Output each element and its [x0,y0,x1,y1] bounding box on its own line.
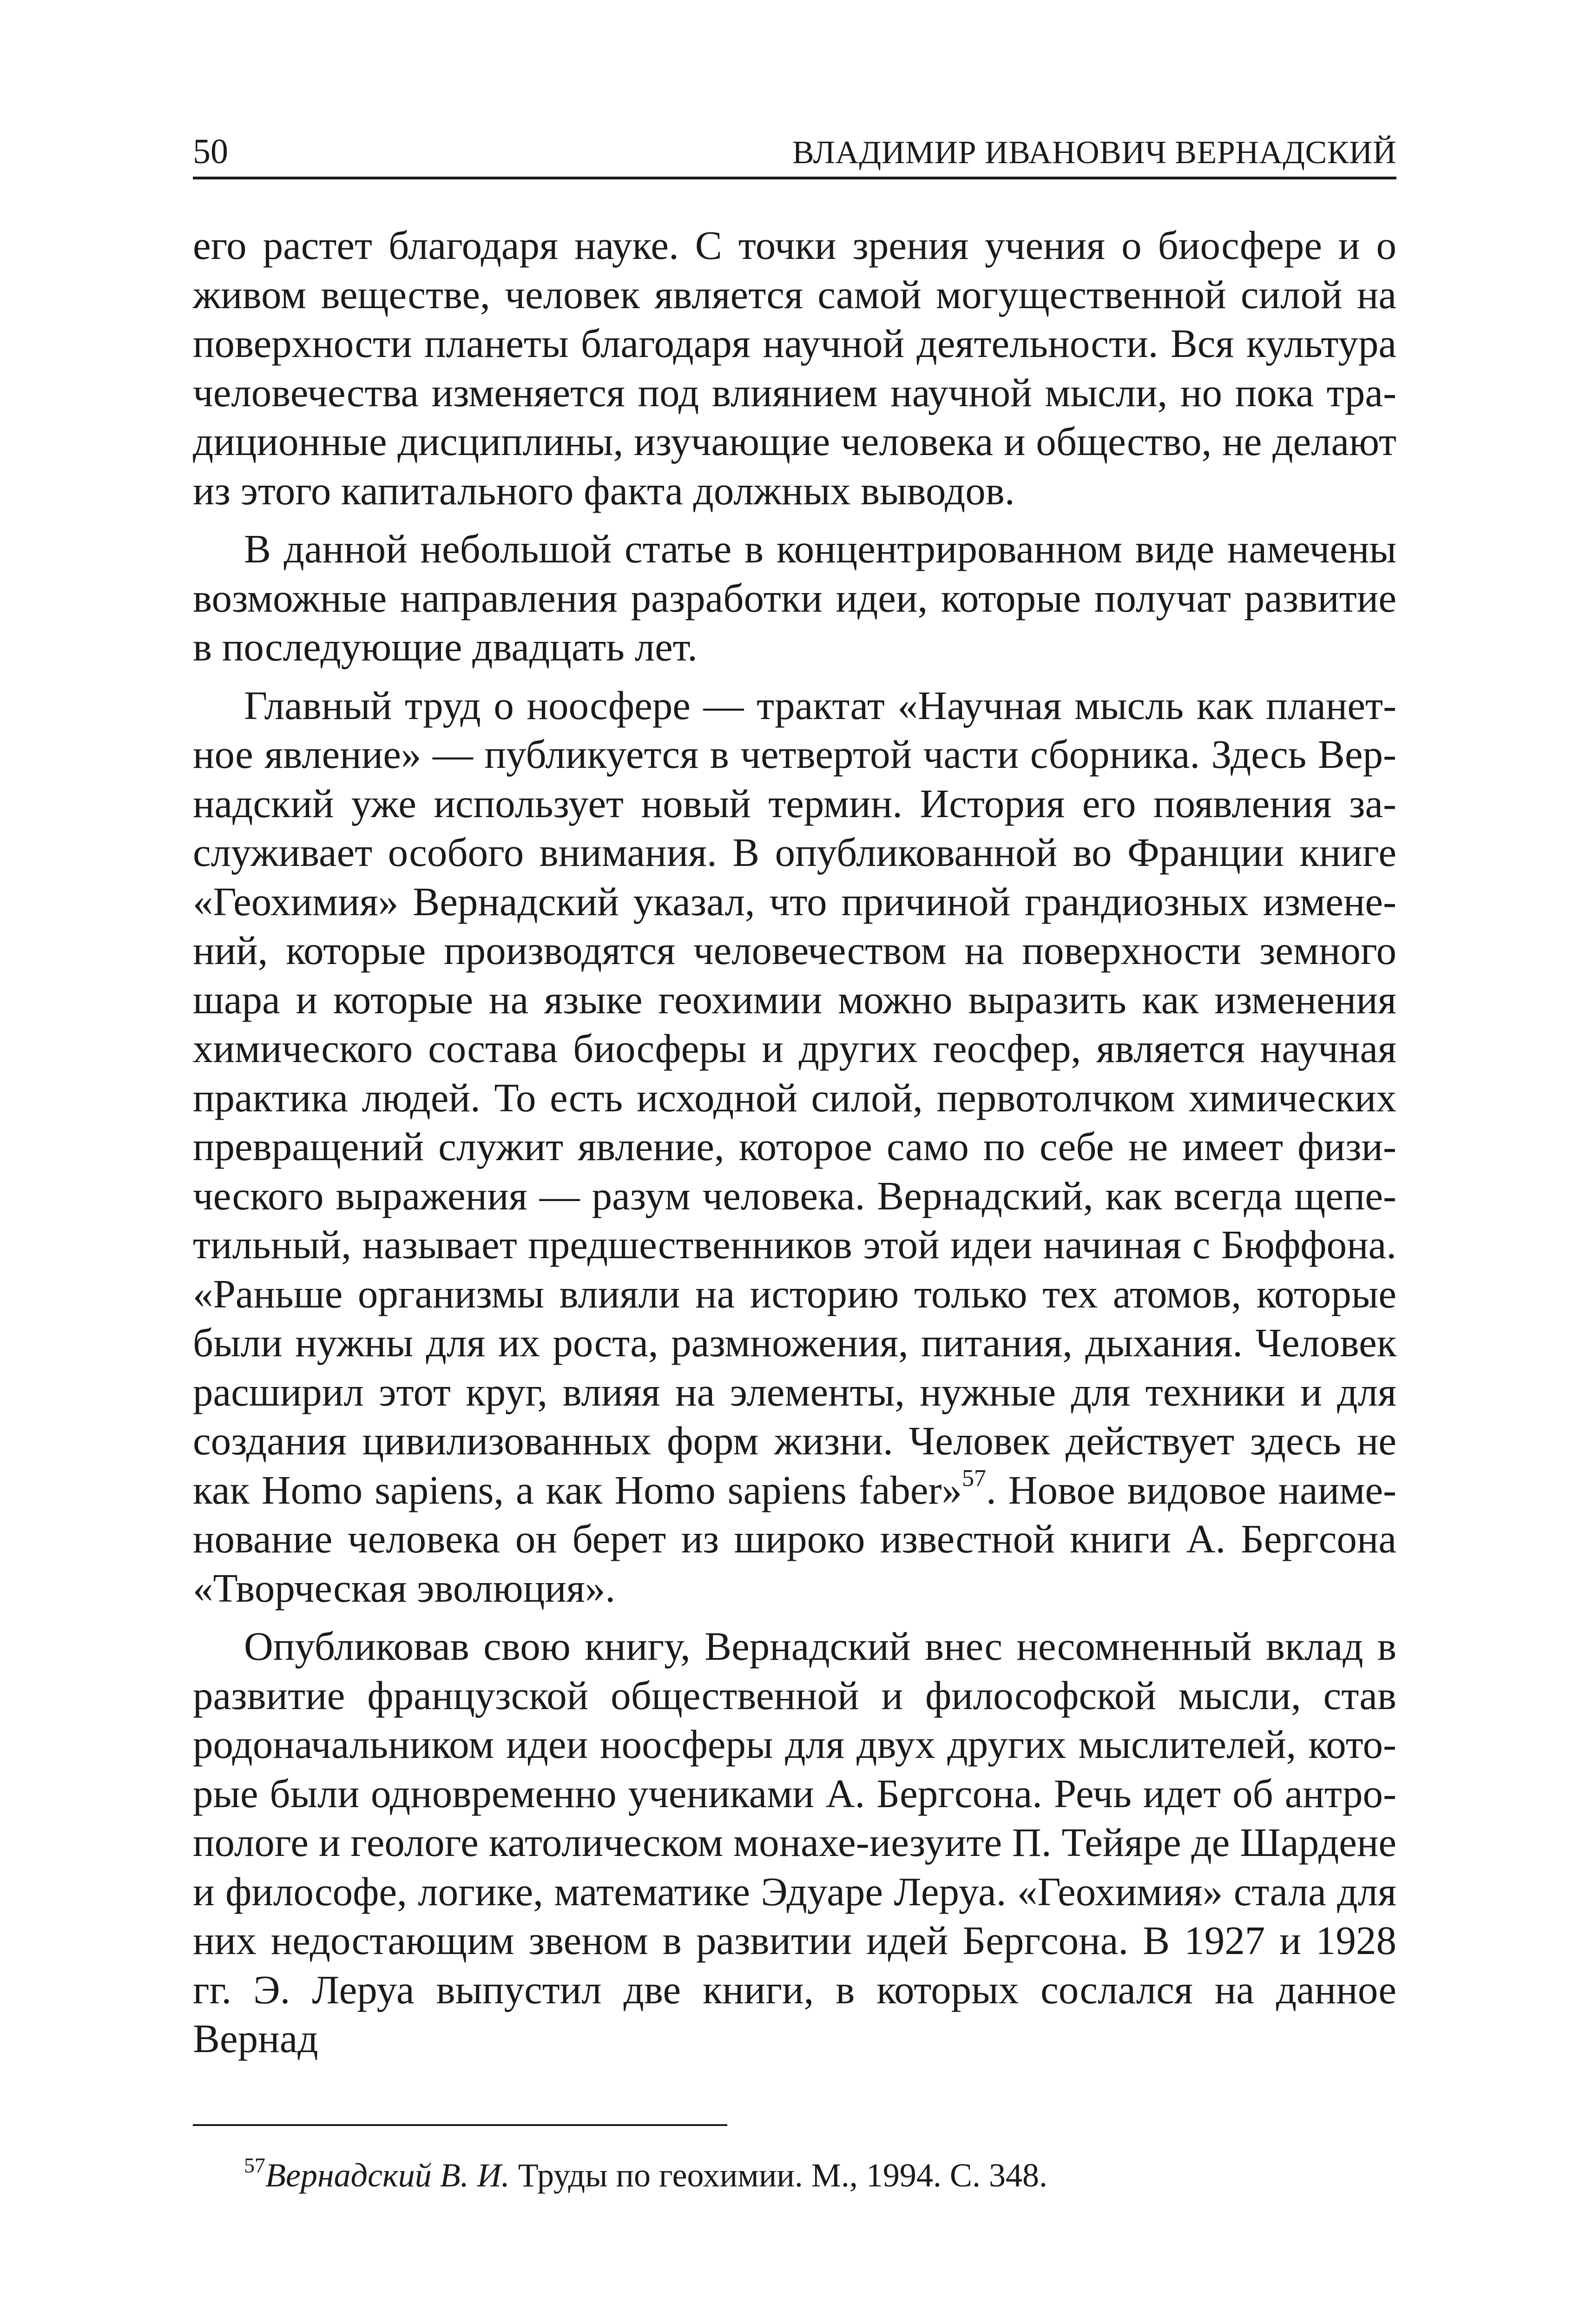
paragraph-3-text-before: Главный труд о ноосфере — трактат «Научная мысль как планетное явление» — публикуется в четвертой части сборника. Здесь Вернадский уже использует новый термин. История его появления заслуживает особого внимания. В опубликованной во Франции книге «Геохимия» Вернадский указал, что причиной грандиозных изменений, которые производятся человечеством на поверхности земного шара и которые на языке геохимии можно выразить как изменения химического состава биосферы и других геосфер, является научная практика людей. То есть исходной силой, первотолчком химических превращений служит явление, которое само по себе не имеет физического выражения — разум человека. Вернадский, как всегда щепетильный, называет предшественников этой идеи начиная с Бюффона. «Раньше организмы влияли на историю только тех атомов, которые были нужны для их роста, размножения, питания, дыхания. Человек расширил этот круг, влияя на элементы, нужные для техники и для создания цивилизованных форм жизни. Человек действует здесь не как Homo sapiens, а как Homo sapiens faber» [193,682,1396,1512]
paragraph-1: его растет благодаря науке. С точки зрения учения о биосфере и о живом веществе, человек является самой могущественной силой на поверхности планеты благодаря научной деятельности. Вся культура человечества изменяется под влиянием научной мысли, но пока традиционные дисциплины, изучающие человека и общество, не делают из этого капитального факта должных выводов. [193,223,1396,513]
page-header [193,125,1396,179]
footnote-text: Труды по геохимии. М., 1994. С. 348. [509,2157,1047,2194]
paragraph-3-text-after: . Новое видовое наименование человека он берет из широко известной книги А. Бергсона «Творческая эволюция». [193,1467,1396,1611]
footnote-author: Вернадский В. И. [265,2157,510,2194]
footnote-number: 57 [244,2153,265,2177]
footnote-reference: 57 [962,1465,986,1492]
page-number: 50 [193,132,228,171]
paragraph-3 [193,681,1396,1613]
body-text [193,221,1396,2073]
paragraph-2: В данной небольшой статье в концентрированном виде намечены возможные направления разработки идеи, которые получат развитие в последующие двадцать лет. [193,526,1396,669]
footnote [244,2154,1396,2196]
paragraph-4: Опубликовав свою книгу, Вернадский внес несомненный вклад в развитие французской общественной и философской мысли, став родоначальником идеи ноосферы для двух других мыслителей, которые были одновременно учениками А. Бергсона. Речь идет об антропологе и геологе католическом монахе-иезуите П. Тейяре де Шардене и философе, логике, математике Эдуаре Леруа. «Геохимия» стала для них недостающим звеном в развитии идей Бергсона. В 1927 и 1928 гг. Э. Леруа выпустил две книги, в которых сослался на данное Вернад [193,1624,1396,2061]
running-title: ВЛАДИМИР ИВАНОВИЧ ВЕРНАДСКИЙ [792,135,1396,171]
footnote-divider [193,2124,727,2126]
